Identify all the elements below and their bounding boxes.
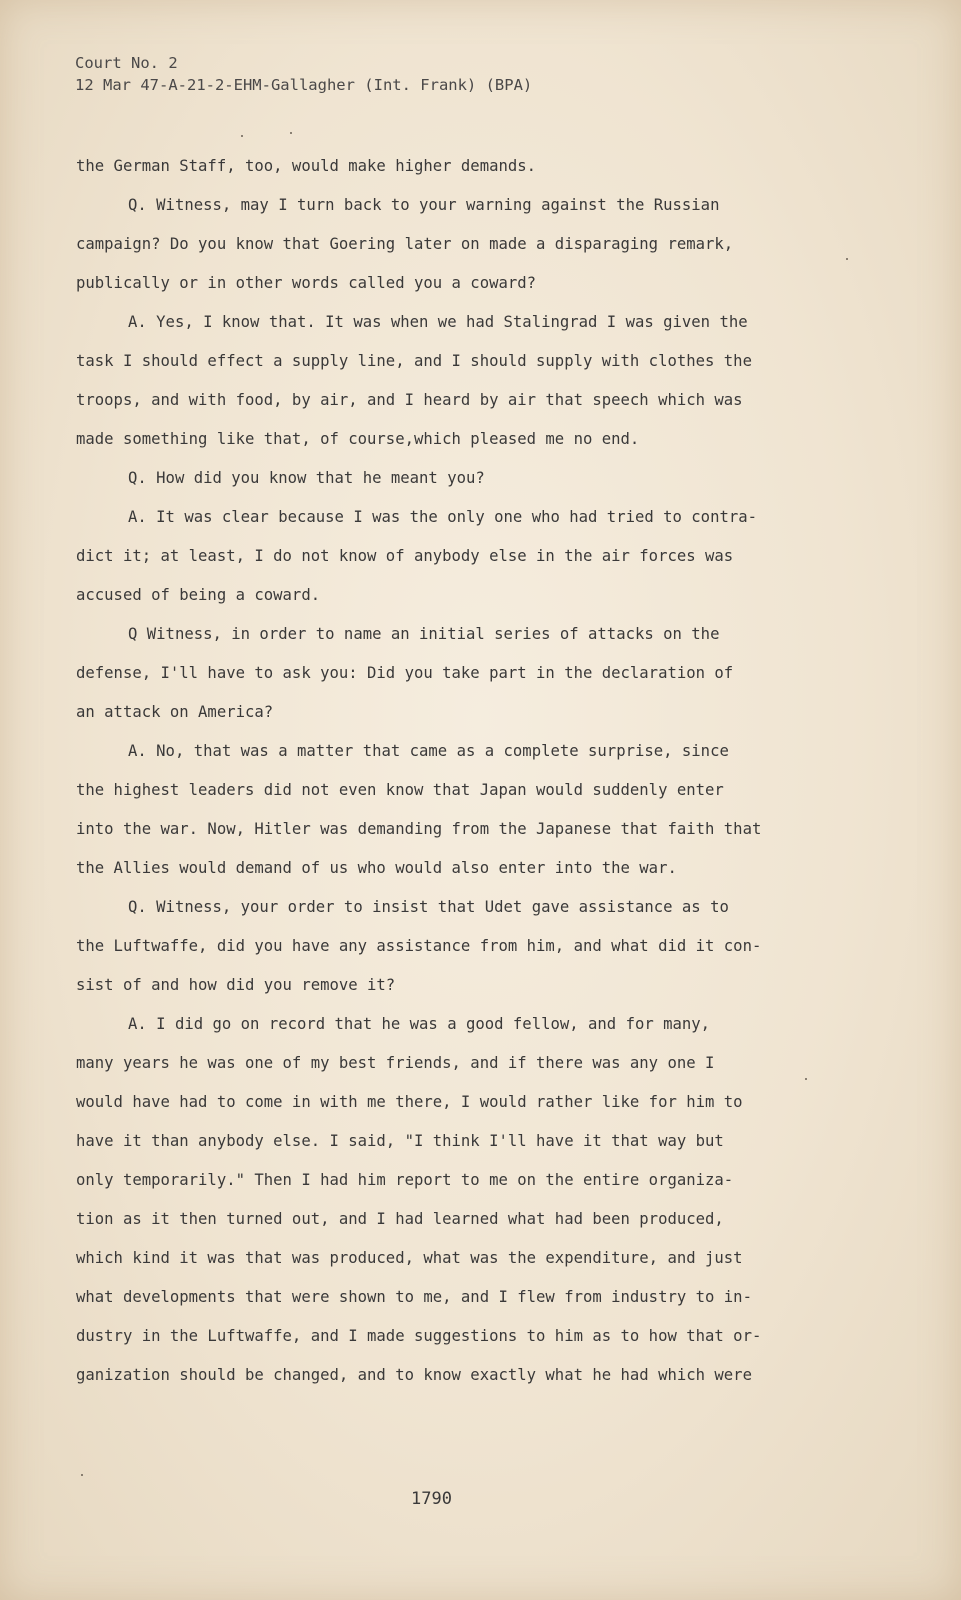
transcript-line: A. No, that was a matter that came as a complete surprise, since xyxy=(128,742,729,760)
page-number: 1790 xyxy=(411,1489,452,1509)
paper-speck xyxy=(241,135,243,137)
transcript-line: Q. Witness, your order to insist that Udet gave assistance as to xyxy=(128,898,729,916)
paper-speck xyxy=(81,1474,83,1476)
transcript-line: the Luftwaffe, did you have any assistance from him, and what did it con- xyxy=(76,937,762,955)
transcript-line: accused of being a coward. xyxy=(76,586,321,604)
transcript-line: an attack on America? xyxy=(76,703,274,721)
transcript-line: only temporarily." Then I had him report to me on the entire organiza- xyxy=(76,1171,734,1189)
transcript-line: Q. Witness, may I turn back to your warning against the Russian xyxy=(128,196,720,214)
court-number: Court No. 2 xyxy=(75,54,178,72)
paper-speck xyxy=(846,258,848,260)
transcript-line: publically or in other words called you a coward? xyxy=(76,274,537,292)
document-header xyxy=(75,52,532,96)
transcript-line: into the war. Now, Hitler was demanding from the Japanese that faith that xyxy=(76,820,762,838)
transcript-line: made something like that, of course,which pleased me no end. xyxy=(76,430,640,448)
transcript-line: defense, I'll have to ask you: Did you take part in the declaration of xyxy=(76,664,734,682)
transcript-line: A. It was clear because I was the only one who had tried to contra- xyxy=(128,508,758,526)
transcript-body xyxy=(76,147,836,1395)
transcript-line: A. Yes, I know that. It was when we had Stalingrad I was given the xyxy=(128,313,748,331)
transcript-line: Q. How did you know that he meant you? xyxy=(128,469,485,487)
transcript-line: the Allies would demand of us who would also enter into the war. xyxy=(76,859,677,877)
transcript-line: the highest leaders did not even know that Japan would suddenly enter xyxy=(76,781,724,799)
transcript-line: dustry in the Luftwaffe, and I made suggestions to him as to how that or- xyxy=(76,1327,762,1345)
transcript-line: the German Staff, too, would make higher demands. xyxy=(76,157,537,175)
transcript-line: task I should effect a supply line, and I should supply with clothes the xyxy=(76,352,752,370)
transcript-line: tion as it then turned out, and I had learned what had been produced, xyxy=(76,1210,724,1228)
transcript-line: troops, and with food, by air, and I heard by air that speech which was xyxy=(76,391,743,409)
transcript-line: sist of and how did you remove it? xyxy=(76,976,396,994)
transcript-line: dict it; at least, I do not know of anybody else in the air forces was xyxy=(76,547,734,565)
transcript-line: ganization should be changed, and to know exactly what he had which were xyxy=(76,1366,752,1384)
transcript-line: which kind it was that was produced, what was the expenditure, and just xyxy=(76,1249,743,1267)
transcript-line: have it than anybody else. I said, "I think I'll have it that way but xyxy=(76,1132,724,1150)
transcript-line: campaign? Do you know that Goering later on made a disparaging remark, xyxy=(76,235,734,253)
transcript-line: what developments that were shown to me, and I flew from industry to in- xyxy=(76,1288,752,1306)
transcript-line: many years he was one of my best friends, and if there was any one I xyxy=(76,1054,715,1072)
transcript-reference: 12 Mar 47-A-21-2-EHM-Gallagher (Int. Frank) (BPA) xyxy=(75,76,533,94)
paper-speck xyxy=(290,132,292,134)
transcript-line: would have had to come in with me there, I would rather like for him to xyxy=(76,1093,743,1111)
transcript-line: A. I did go on record that he was a good fellow, and for many, xyxy=(128,1015,711,1033)
paper-speck xyxy=(805,1078,807,1080)
transcript-line: Q Witness, in order to name an initial series of attacks on the xyxy=(128,625,720,643)
